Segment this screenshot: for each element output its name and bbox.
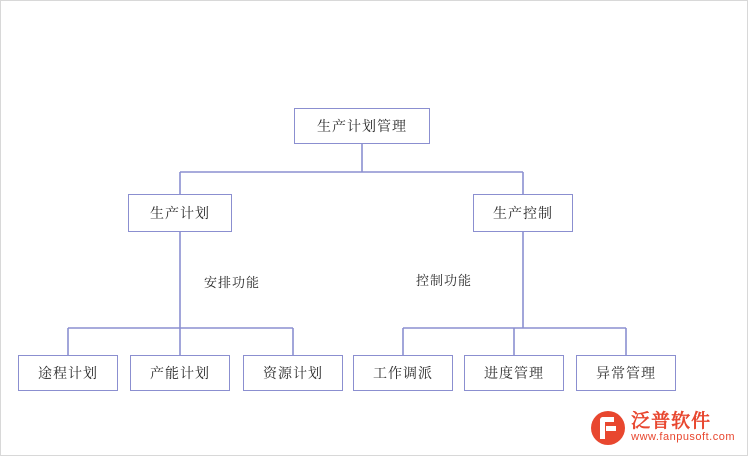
node-production-control-label: 生产控制 bbox=[493, 205, 553, 221]
node-production-plan-label: 生产计划 bbox=[150, 205, 210, 221]
node-routing-plan bbox=[18, 355, 118, 391]
node-capacity-plan bbox=[130, 355, 230, 391]
node-resource-plan-label: 资源计划 bbox=[263, 365, 323, 381]
node-work-dispatch-label: 工作调派 bbox=[373, 365, 433, 381]
node-exception-management-label: 异常管理 bbox=[596, 365, 656, 381]
node-root bbox=[294, 108, 430, 144]
watermark-text bbox=[631, 412, 735, 443]
fanpu-logo-icon bbox=[591, 411, 625, 445]
watermark bbox=[591, 411, 735, 445]
watermark-url: www.fanpusoft.com bbox=[631, 431, 735, 444]
node-production-control bbox=[473, 194, 573, 232]
node-progress-management-label: 进度管理 bbox=[484, 365, 544, 381]
node-root-label: 生产计划管理 bbox=[317, 118, 407, 134]
node-resource-plan bbox=[243, 355, 343, 391]
node-capacity-plan-label: 产能计划 bbox=[150, 365, 210, 381]
node-progress-management bbox=[464, 355, 564, 391]
node-work-dispatch bbox=[353, 355, 453, 391]
node-exception-management bbox=[576, 355, 676, 391]
edge-label-arrange: 安排功能 bbox=[204, 275, 261, 290]
node-production-plan bbox=[128, 194, 232, 232]
node-routing-plan-label: 途程计划 bbox=[38, 365, 98, 381]
watermark-title: 泛普软件 bbox=[631, 411, 712, 433]
edge-label-control: 控制功能 bbox=[416, 273, 473, 288]
